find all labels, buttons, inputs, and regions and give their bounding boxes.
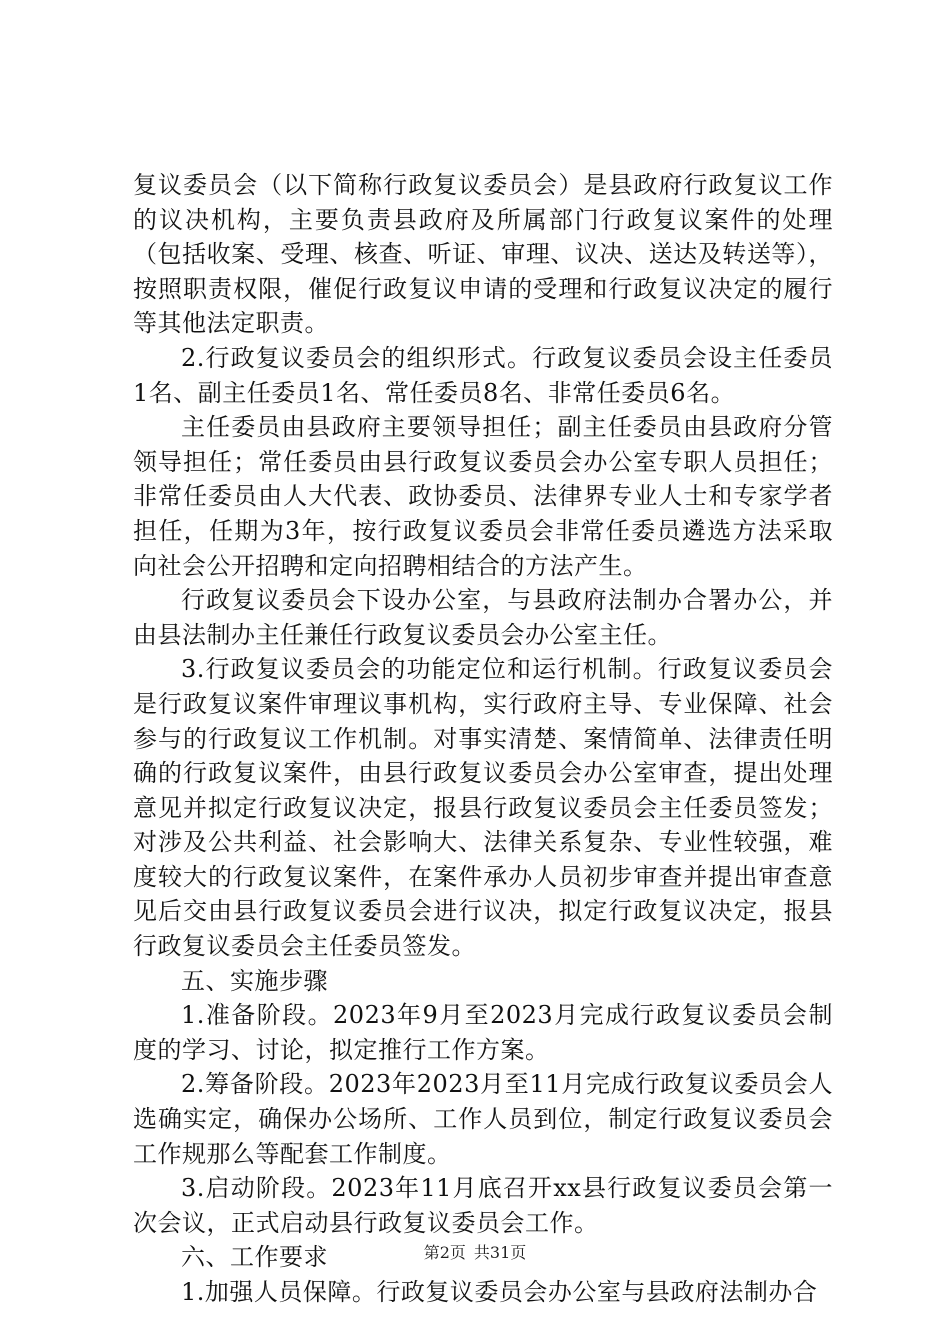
paragraph-launch-stage: 3.启动阶段。2023年11月底召开xx县行政复议委员会第一次会议，正式启动县行政复议委员会工作。 — [133, 1174, 833, 1237]
section-heading-work-requirements: 六、工作要求 — [181, 1243, 328, 1272]
paragraph-function-mechanism: 3.行政复议委员会的功能定位和运行机制。行政复议委员会是行政复议案件审理议事机构，实行政府主导、专业保障、社会参与的行政复议工作机制。对事实清楚、案情简单、法律责任明确的行政复议案件，由县行政复议委员会办公室审查，提出处理意见并拟定行政复议决定，报县行政复议委员会主任委员签发；对涉及公共利益、社会影响大、法律关系复杂、专业性较强，难度较大的行政复议案件，在案件承办人员初步审查并提出审查意见后交由县行政复议委员会进行议决，拟定行政复议决定，报县行政复议委员会主任委员签发。 — [133, 655, 833, 961]
paragraph-duties-continued: 复议委员会（以下简称行政复议委员会）是县政府行政复议工作的议决机构，主要负责县政府及所属部门行政复议案件的处理（包括收案、受理、核查、听证、审理、议决、送达及转送等），按照职责权限，催促行政复议申请的受理和行政复议决定的履行等其他法定职责。 — [133, 171, 833, 338]
paragraph-member-appointment: 主任委员由县政府主要领导担任；副主任委员由县政府分管领导担任；常任委员由县行政复议委员会办公室专职人员担任；非常任委员由人大代表、政协委员、法律界专业人士和专家学者担任，任期为3年，按行政复议委员会非常任委员遴选方法采取向社会公开招聘和定向招聘相结合的方法产生。 — [133, 413, 833, 580]
paragraph-organization-form: 2.行政复议委员会的组织形式。行政复议委员会设主任委员1名、副主任委员1名、常任委员8名、非常任委员6名。 — [133, 343, 833, 407]
paragraph-planning-stage: 2.筹备阶段。2023年2023月至11月完成行政复议委员会人选确实定，确保办公场所、工作人员到位，制定行政复议委员会工作规那么等配套工作制度。 — [133, 1070, 833, 1168]
document-body — [133, 168, 833, 1310]
paragraph-office-setup: 行政复议委员会下设办公室，与县政府法制办合署办公，并由县法制办主任兼任行政复议委员会办公室主任。 — [133, 586, 833, 649]
paragraph-preparation-stage: 1.准备阶段。2023年9月至2023月完成行政复议委员会制度的学习、讨论，拟定推行工作方案。 — [133, 1001, 833, 1064]
page-footer — [0, 1243, 950, 1263]
page-total: 共31页 — [473, 1243, 527, 1262]
section-heading-implementation-steps: 五、实施步骤 — [181, 966, 328, 995]
paragraph-staffing-guarantee: 1.加强人员保障。行政复议委员会办公室与县政府法制办合 — [181, 1278, 818, 1306]
page-number: 第2页 — [423, 1243, 466, 1262]
